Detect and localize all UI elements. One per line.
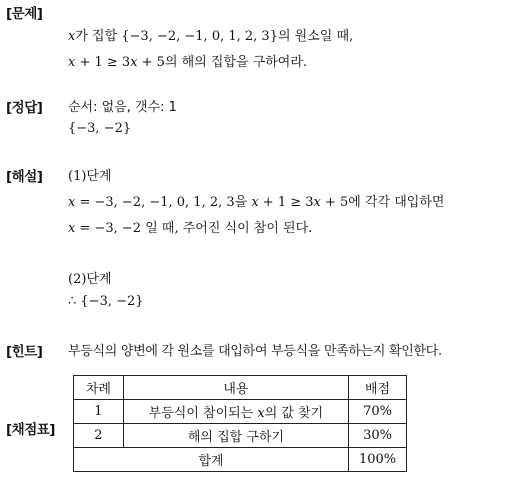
problem-line-1: 𝑥가 집합 {−3, −2, −1, 0, 1, 2, 3}의 원소일 때, [68, 29, 354, 44]
rubric-row-points: 70% [349, 400, 407, 424]
solution-step1-title: (1)단계 [68, 169, 112, 184]
problem-label: [문제] [6, 6, 43, 22]
solution-step2-title: (2)단계 [68, 272, 112, 287]
hint-label: [힌트] [6, 344, 43, 360]
rubric-header-content: 내용 [123, 376, 348, 400]
hint-text: 부등식의 양변에 각 원소를 대입하여 부등식을 만족하는지 확인한다. [68, 344, 442, 359]
rubric-row-content: 해의 집합 구하기 [123, 424, 348, 448]
table-row [74, 424, 407, 448]
table-row [74, 400, 407, 424]
rubric-total-label: 합계 [74, 448, 349, 472]
rubric-total-value: 100% [349, 448, 407, 472]
rubric-header-points: 배점 [349, 376, 407, 400]
rubric-label: [채점표] [6, 422, 55, 438]
answer-label: [정답] [6, 100, 43, 116]
problem-line-2: 𝑥 + 1 ≥ 3𝑥 + 5의 해의 집합을 구하여라. [68, 55, 308, 70]
rubric-row-content: 부등식이 참이되는 𝑥의 값 찾기 [123, 400, 348, 424]
solution-label: [해설] [6, 169, 43, 185]
rubric-table [73, 375, 407, 472]
solution-step1-line-2: 𝑥 = −3, −2 일 때, 주어진 식이 참이 된다. [68, 221, 313, 236]
rubric-header-row [74, 376, 407, 400]
rubric-row-order: 1 [74, 400, 124, 424]
rubric-total-row [74, 448, 407, 472]
solution-step1-line-1: 𝑥 = −3, −2, −1, 0, 1, 2, 3을 𝑥 + 1 ≥ 3𝑥 + 5에 각각 대입하면 [68, 195, 445, 210]
rubric-row-points: 30% [349, 424, 407, 448]
rubric-header-order: 차례 [74, 376, 124, 400]
rubric-row-order: 2 [74, 424, 124, 448]
answer-line-1: 순서: 없음, 갯수: 1 [68, 100, 177, 115]
answer-line-2: {−3, −2} [68, 121, 132, 136]
solution-step2-line-1: ∴ {−3, −2} [68, 294, 144, 309]
